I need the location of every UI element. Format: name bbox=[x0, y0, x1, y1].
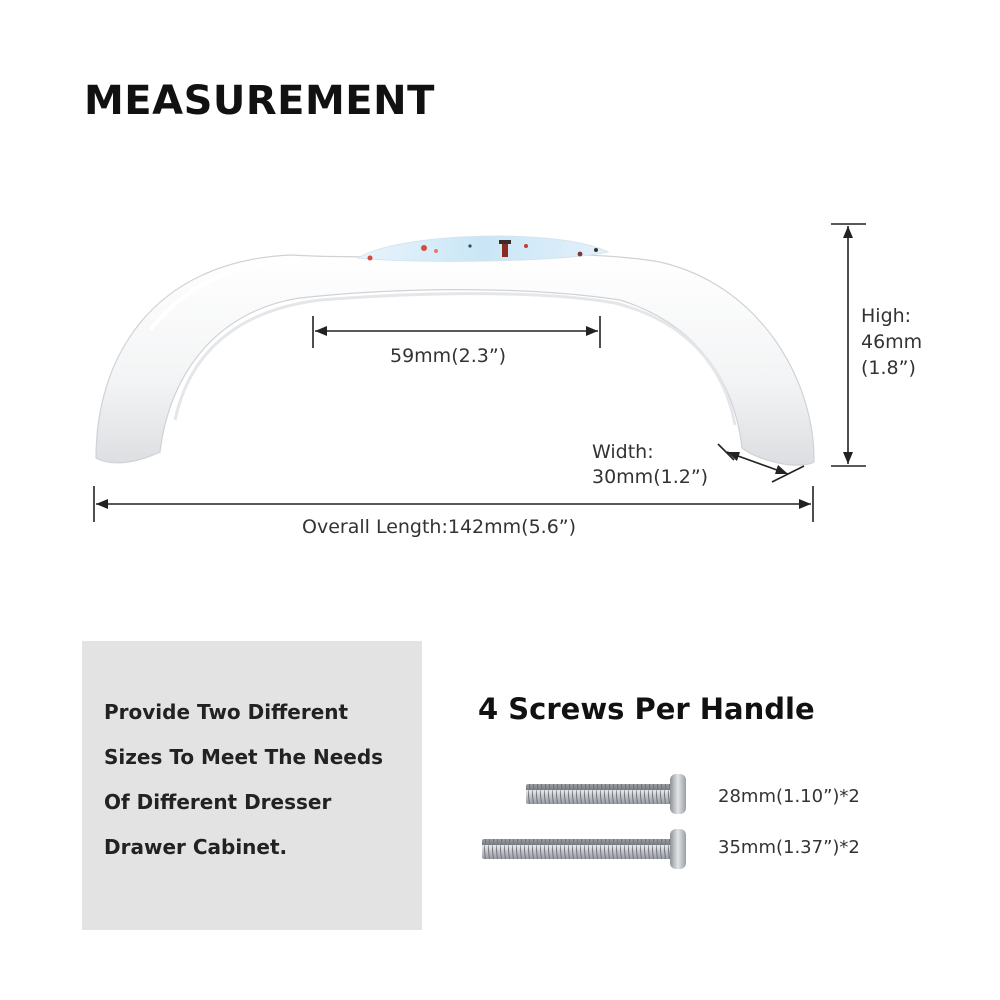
short-screw-image bbox=[520, 770, 692, 818]
page-title: MEASUREMENT bbox=[84, 78, 435, 124]
short-screw-label: 28mm(1.10”)*2 bbox=[718, 786, 860, 807]
info-line-1: Provide Two Different bbox=[104, 700, 349, 724]
inner-span-label: 59mm(2.3”) bbox=[390, 345, 507, 367]
long-screw-image bbox=[476, 825, 692, 873]
info-line-3: Of Different Dresser bbox=[104, 790, 332, 814]
long-screw-label: 35mm(1.37”)*2 bbox=[718, 837, 860, 858]
width-value-label: 30mm(1.2”) bbox=[592, 466, 709, 488]
info-line-4: Drawer Cabinet. bbox=[104, 835, 288, 859]
overall-length-label: Overall Length:142mm(5.6”) bbox=[302, 516, 577, 538]
height-mm-label: 46mm bbox=[861, 331, 923, 353]
info-line-2: Sizes To Meet The Needs bbox=[104, 745, 384, 769]
height-inch-label: (1.8”) bbox=[861, 357, 916, 379]
info-panel bbox=[82, 641, 422, 930]
height-label: High: bbox=[861, 305, 912, 327]
width-label: Width: bbox=[592, 441, 654, 463]
screws-title: 4 Screws Per Handle bbox=[478, 692, 815, 726]
